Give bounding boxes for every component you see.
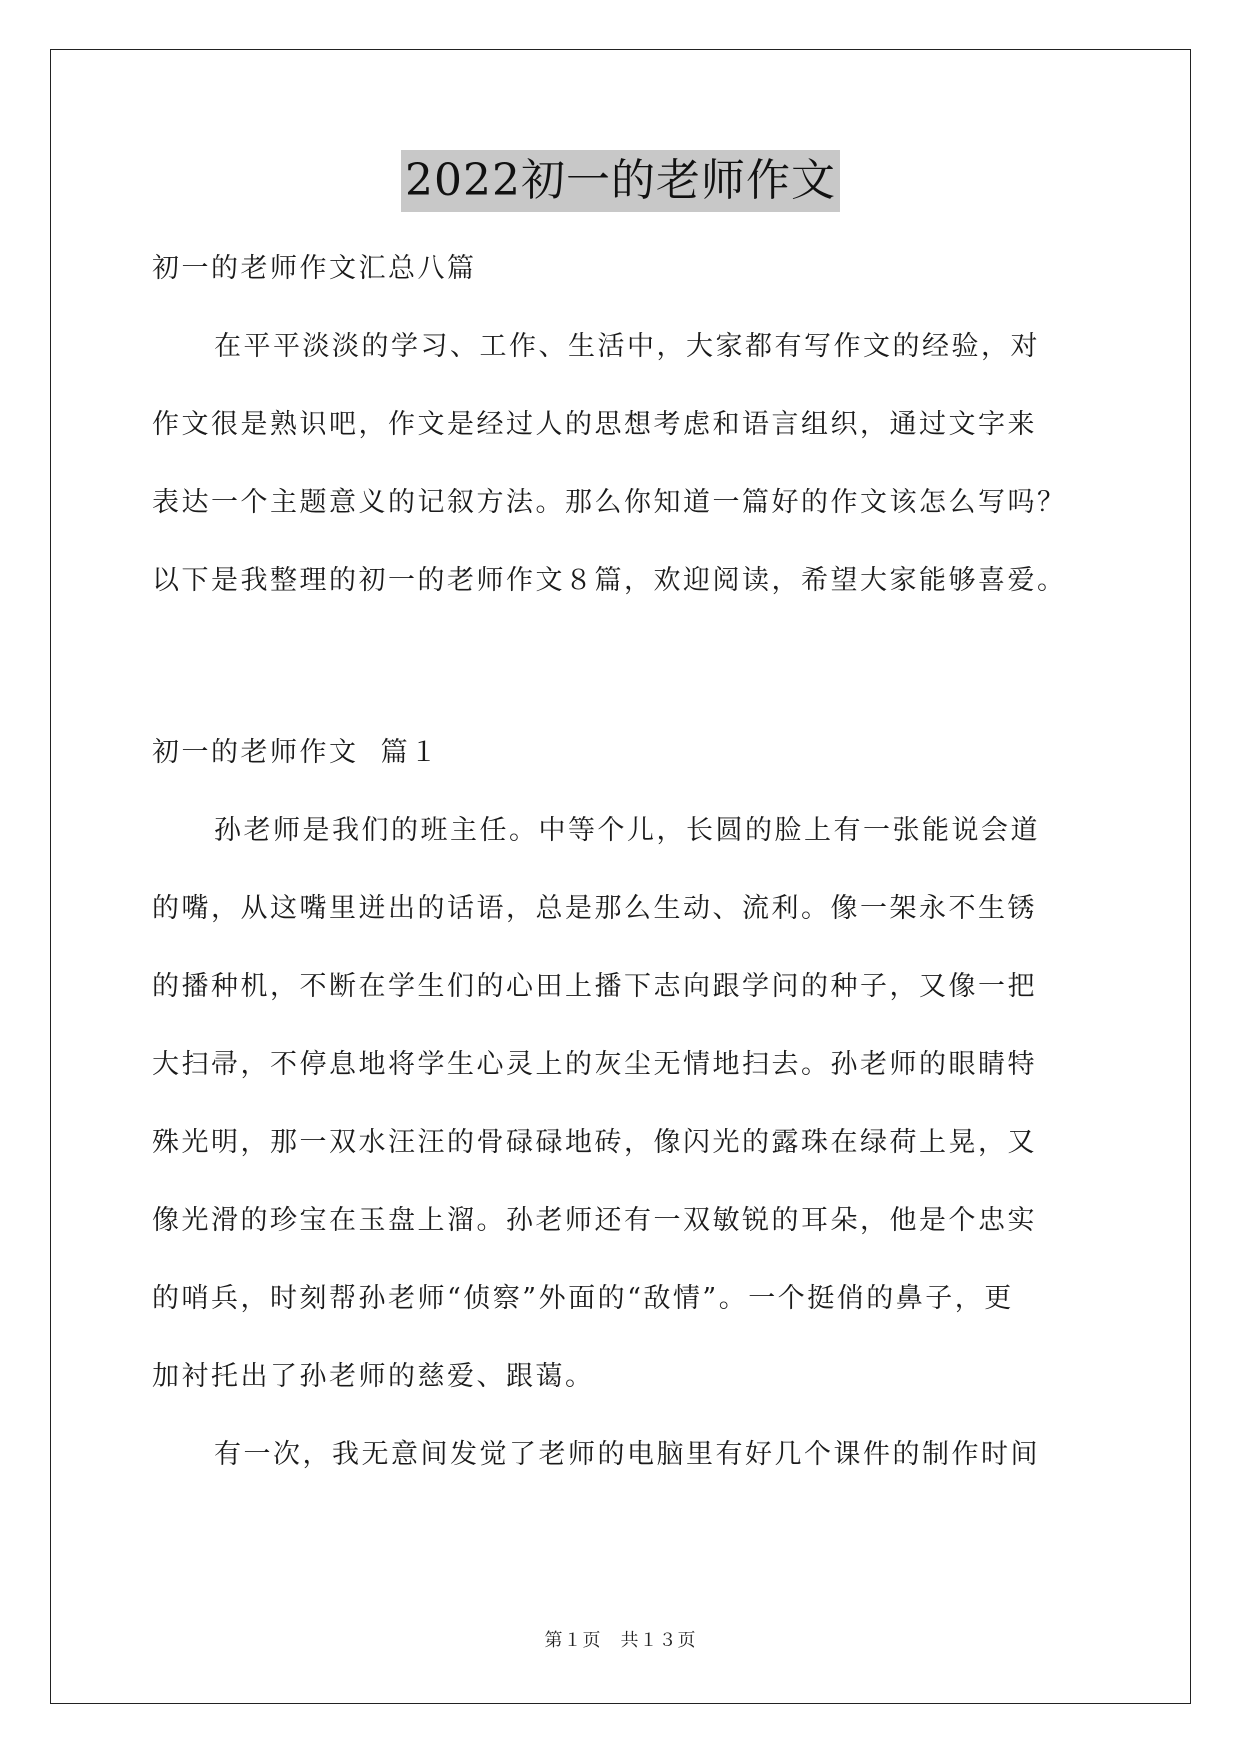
paragraph-line: 的嘴，从这嘴里迸出的话语，总是那么生动、流利。像一架永不生锈 bbox=[152, 893, 1037, 924]
paragraph-line: 孙老师是我们的班主任。中等个儿，长圆的脸上有一张能说会道 bbox=[214, 815, 1040, 846]
paragraph-line: 有一次，我无意间发觉了老师的电脑里有好几个课件的制作时间 bbox=[214, 1439, 1040, 1470]
page-number-footer: 第１页 共１３页 bbox=[544, 1630, 697, 1651]
document-body bbox=[152, 230, 1092, 1494]
intro-line: 作文很是熟识吧，作文是经过人的思想考虑和语言组织，通过文字来 bbox=[152, 409, 1037, 440]
paragraph-line: 殊光明，那一双水汪汪的骨碌碌地砖，像闪光的露珠在绿荷上晃，又 bbox=[152, 1127, 1037, 1158]
blank-line bbox=[152, 620, 1092, 714]
section-heading: 初一的老师作文 篇１ bbox=[152, 737, 440, 768]
intro-line: 在平平淡淡的学习、工作、生活中，大家都有写作文的经验，对 bbox=[214, 331, 1040, 362]
paragraph-line: 的播种机，不断在学生们的心田上播下志向跟学问的种子，又像一把 bbox=[152, 971, 1037, 1002]
title-container bbox=[0, 150, 1241, 212]
paragraph-line: 的哨兵，时刻帮孙老师“侦察”外面的“敌情”。一个挺俏的鼻子，更 bbox=[152, 1283, 1014, 1314]
intro-line: 表达一个主题意义的记叙方法。那么你知道一篇好的作文该怎么写吗？ bbox=[152, 487, 1067, 518]
paragraph-line: 大扫帚，不停息地将学生心灵上的灰尘无情地扫去。孙老师的眼睛特 bbox=[152, 1049, 1037, 1080]
document-title: 2022初一的老师作文 bbox=[401, 150, 840, 212]
document-subtitle: 初一的老师作文汇总八篇 bbox=[152, 253, 477, 284]
intro-line: 以下是我整理的初一的老师作文８篇，欢迎阅读，希望大家能够喜爱。 bbox=[152, 565, 1067, 596]
paragraph-line: 像光滑的珍宝在玉盘上溜。孙老师还有一双敏锐的耳朵，他是个忠实 bbox=[152, 1205, 1037, 1236]
paragraph-line: 加衬托出了孙老师的慈爱、跟蔼。 bbox=[152, 1361, 595, 1392]
